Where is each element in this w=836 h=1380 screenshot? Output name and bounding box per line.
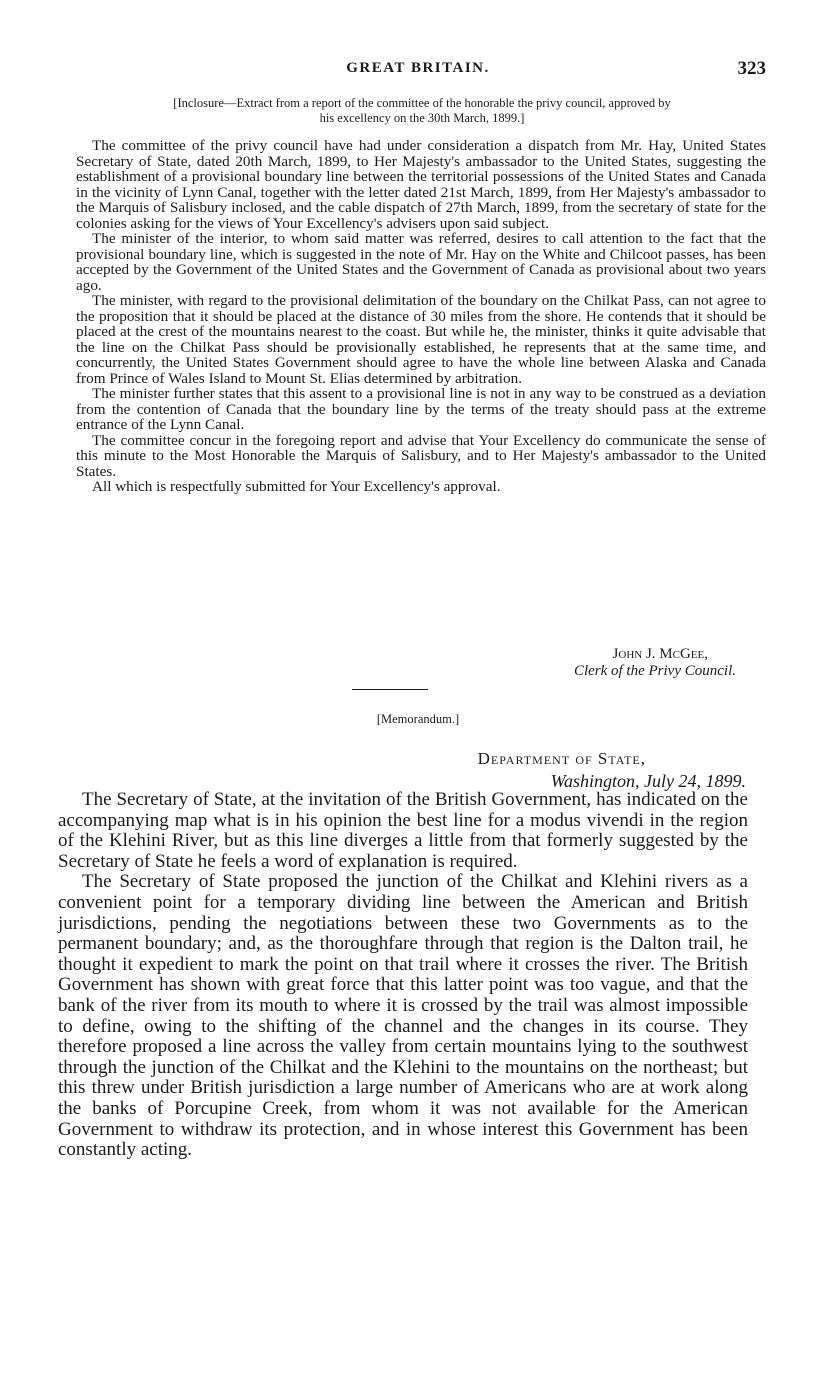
signature-block [76,646,736,680]
signatory-office: Clerk of the Privy Council. [573,663,736,679]
running-title: GREAT BRITAIN. [346,60,490,76]
inclosure-note-line: [Inclosure—Extract from a report of the committee of the honorable the privy council, approved by [173,96,671,110]
signatory-name: John J. McGee, [612,646,708,662]
memorandum-text [58,790,748,1161]
report-paragraph: The minister further states that this assent to a provisional line is not in any way to be construed as a deviation from the contention of Canada that the boundary line by the terms of the treaty should pass at the extreme entrance of the Lynn Canal. [76,385,766,433]
inclosure-note [78,96,766,126]
report-paragraph: The minister of the interior, to whom said matter was referred, desires to call attention to the fact that the provisional boundary line, which is suggested in the note of Mr. Hay on the White and Chilcoot passes, has been accepted by the Government of the United States and the Government of Canada as provisional about two years ago. [76,230,766,294]
report-paragraph: The committee of the privy council have had under consideration a dispatch from Mr. Hay, United States Secretary of State, dated 20th March, 1899, to Her Majesty's ambassador to the United States, suggesting the establishment of a provisional boundary line between the territorial possessions of the United States and Canada in the vicinity of Lynn Canal, together with the letter dated 21st March, 1899, from Her Majesty's ambassador to the Marquis of Salisbury inclosed, and the cable dispatch of 27th March, 1899, from the secretary of state for the colonies asking for the views of Your Excellency's advisers upon said subject. [76,137,766,232]
memorandum-label: [Memorandum.] [376,712,460,726]
report-text [76,138,766,495]
report-paragraph: The committee concur in the foregoing report and advise that Your Excellency do communicate the sense of this minute to the Most Honorable the Marquis of Salisbury, and to Her Majesty's ambassador to the United States. [76,431,766,480]
memorandum-heading [76,748,746,792]
page-header [0,60,836,88]
report-paragraph: All which is respectfully submitted for Your Excellency's approval. [92,478,501,495]
memorandum-paragraph: The Secretary of State proposed the junction of the Chilkat and Klehini rivers as a convenient point for a temporary dividing line between the American and British jurisdictions, pending the negotiations between these two Governments as to the permanent boundary; and, as the thoroughfare through that region is the Dalton trail, he thought it expedient to mark the point on that trail where it crosses the river. The British Government has shown with great force that this latter point was too vague, and that the bank of the river from its mouth to where it is crossed by the trail was almost impossible to define, owing to the shifting of the channel and the changes in its course. They therefore proposed a line across the valley from certain mountains lying to the southwest through the junction of the Chilkat and the Klehini to the mountains on the northeast; but this threw under British jurisdiction a large number of Americans who are at work along the banks of Porcupine Creek, from whom it was not available for the American Government to withdraw its protection, and in whose interest this Government has been constantly acting. [58,871,748,1161]
report-paragraph: The minister, with regard to the provisional delimitation of the boundary on the Chilkat Pass, can not agree to the proposition that it should be placed at the distance of 30 miles from the shore. He contends that it should be placed at the crest of the mountains nearest to the coast. But while he, the minister, thinks it quite advisable that the line on the Chilkat Pass should be provisionally established, he represents that at the same time, and concurrently, the United States Government should agree to have the whole line between Alaska and Canada from Prince of Wales Island to Mount St. Elias determined by arbitration. [76,292,766,387]
inclosure-note-line: his excellency on the 30th March, 1899.] [319,111,525,125]
section-divider [352,689,428,690]
department-name: Department of State, [477,749,646,768]
place-date: Washington, July 24, 1899. [550,771,746,791]
memorandum-paragraph: The Secretary of State, at the invitation of the British Government, has indicated on the accompanying map what is in his opinion the best line for a modus vivendi in the region of the Klehini River, but as this line diverges a little from that formerly suggested by the Secretary of State he feels a word of explanation is required. [58,789,748,872]
page-number: 323 [737,58,766,79]
